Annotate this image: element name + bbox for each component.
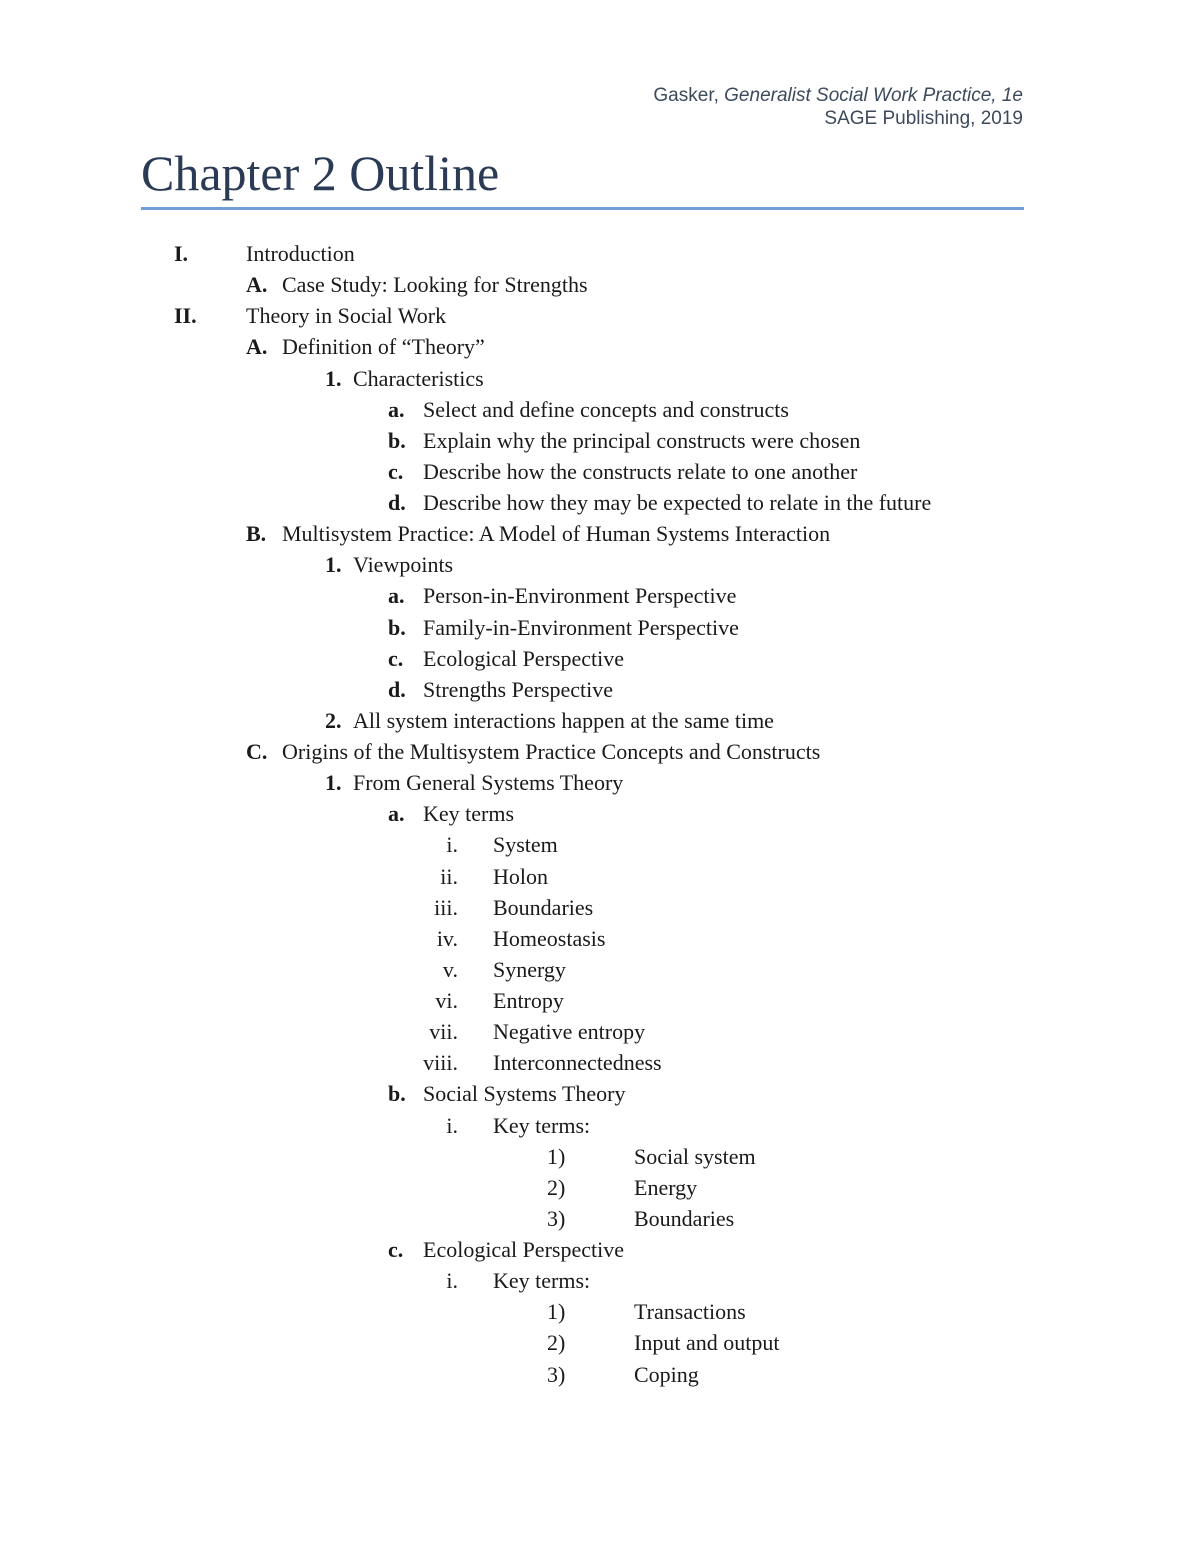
outline-item-text: Describe how the constructs relate to one another bbox=[423, 458, 858, 484]
outline-item-marker: iii. bbox=[434, 894, 458, 920]
outline-item-text: Transactions bbox=[634, 1299, 746, 1325]
outline-item bbox=[0, 1016, 1200, 1047]
outline-item-text: Definition of “Theory” bbox=[282, 334, 485, 360]
outline-item-text: Negative entropy bbox=[493, 1019, 646, 1045]
outline-item-marker: c. bbox=[388, 645, 404, 671]
outline-item bbox=[0, 238, 1200, 269]
outline-item bbox=[0, 1141, 1200, 1172]
outline-item-text: Viewpoints bbox=[353, 552, 454, 578]
outline-item bbox=[0, 923, 1200, 954]
outline-item-text: Entropy bbox=[493, 988, 564, 1013]
outline-item bbox=[0, 300, 1200, 331]
outline-item-marker: b. bbox=[388, 614, 406, 640]
outline-item bbox=[0, 674, 1200, 705]
outline-item bbox=[0, 1327, 1200, 1358]
outline-item-marker: viii. bbox=[423, 1050, 458, 1076]
header-citation bbox=[653, 84, 1023, 107]
outline-item-marker: i. bbox=[446, 1268, 458, 1294]
outline-item-marker: A. bbox=[246, 334, 268, 360]
outline-item-marker: 1. bbox=[325, 770, 342, 796]
outline-item-marker: vi. bbox=[435, 988, 458, 1013]
outline-item-marker: b. bbox=[388, 427, 406, 453]
header-book-title: Generalist Social Work Practice, 1e bbox=[724, 85, 1023, 106]
outline-item-text: Synergy bbox=[493, 956, 566, 982]
outline-item-text: All system interactions happen at the same time bbox=[353, 707, 774, 733]
outline-item bbox=[0, 736, 1200, 767]
outline-item-text: Key terms: bbox=[493, 1268, 591, 1294]
outline-item-marker: c. bbox=[388, 1237, 404, 1262]
outline-item-marker: 1) bbox=[547, 1299, 566, 1325]
header-publisher: SAGE Publishing, 2019 bbox=[824, 108, 1023, 129]
outline-item-text: Strengths Perspective bbox=[423, 676, 614, 702]
outline-item bbox=[0, 1296, 1200, 1327]
outline-item-marker: b. bbox=[388, 1081, 406, 1107]
outline-item-text: Social Systems Theory bbox=[423, 1081, 626, 1107]
outline-item-text: Theory in Social Work bbox=[246, 303, 447, 329]
outline-item-text: Coping bbox=[634, 1361, 699, 1387]
outline-item bbox=[0, 269, 1200, 300]
outline-item bbox=[0, 612, 1200, 643]
outline-item bbox=[0, 798, 1200, 829]
outline-item-text: Case Study: Looking for Strengths bbox=[282, 272, 588, 298]
outline-item bbox=[0, 518, 1200, 549]
outline-item-marker: 1. bbox=[325, 552, 342, 578]
outline-item-text: Family-in-Environment Perspective bbox=[423, 614, 739, 640]
outline-item-text: Boundaries bbox=[634, 1205, 735, 1231]
outline-item bbox=[0, 861, 1200, 892]
outline-item-marker: 1. bbox=[325, 365, 342, 391]
outline-item-marker: 2) bbox=[547, 1174, 566, 1200]
outline-item-marker: a. bbox=[388, 801, 405, 827]
outline-item-text: Describe how they may be expected to relate in the future bbox=[423, 490, 932, 515]
header-author: Gasker, bbox=[653, 85, 725, 106]
outline-item-marker: B. bbox=[246, 521, 267, 547]
outline-item-marker: c. bbox=[388, 458, 404, 484]
outline-item-text: System bbox=[493, 832, 558, 858]
outline-item-marker: C. bbox=[246, 739, 268, 764]
outline-item-marker: 3) bbox=[547, 1205, 566, 1231]
outline-item-text: Explain why the principal constructs were chosen bbox=[423, 427, 861, 453]
outline-item bbox=[0, 549, 1200, 580]
outline-item bbox=[0, 580, 1200, 611]
outline-item-marker: i. bbox=[446, 1112, 458, 1138]
outline-item-marker: II. bbox=[174, 303, 197, 329]
outline-item-marker: ii. bbox=[440, 863, 458, 889]
outline-item bbox=[0, 954, 1200, 985]
outline-item bbox=[0, 705, 1200, 736]
outline-item bbox=[0, 1172, 1200, 1203]
outline-item-marker: I. bbox=[174, 241, 189, 266]
outline-item-marker: v. bbox=[442, 956, 458, 982]
outline-item-marker: d. bbox=[388, 490, 406, 515]
outline-item-text: Person-in-Environment Perspective bbox=[423, 583, 737, 609]
outline-item-text: Characteristics bbox=[353, 365, 484, 391]
outline-item bbox=[0, 892, 1200, 923]
outline-item-text: Key terms bbox=[423, 801, 515, 827]
outline-item-text: Boundaries bbox=[493, 894, 594, 920]
outline-item-marker: i. bbox=[446, 832, 458, 858]
outline-item bbox=[0, 425, 1200, 456]
page-title: Chapter 2 Outline bbox=[141, 145, 500, 201]
outline-item-text: Ecological Perspective bbox=[423, 1237, 624, 1262]
chapter-outline-list bbox=[0, 238, 1200, 1390]
running-header bbox=[653, 84, 1023, 130]
outline-item bbox=[0, 331, 1200, 362]
outline-item bbox=[0, 1359, 1200, 1390]
outline-item bbox=[0, 1265, 1200, 1296]
outline-item bbox=[0, 1047, 1200, 1078]
outline-item-marker: a. bbox=[388, 396, 405, 422]
outline-item-marker: 2. bbox=[325, 707, 342, 733]
outline-item-marker: A. bbox=[246, 272, 268, 298]
outline-item bbox=[0, 985, 1200, 1016]
outline-item bbox=[0, 643, 1200, 674]
outline-item-text: Holon bbox=[493, 863, 548, 889]
outline-item-text: Introduction bbox=[246, 241, 355, 266]
outline-item-text: Origins of the Multisystem Practice Concepts and Constructs bbox=[282, 739, 821, 764]
outline-item-marker: 3) bbox=[547, 1361, 566, 1387]
outline-item-marker: iv. bbox=[436, 925, 458, 951]
outline-item-text: Homeostasis bbox=[493, 925, 606, 951]
outline-item bbox=[0, 456, 1200, 487]
outline-item bbox=[0, 1078, 1200, 1109]
outline-item bbox=[0, 829, 1200, 860]
outline-item-marker: vii. bbox=[429, 1019, 458, 1045]
outline-item-text: Ecological Perspective bbox=[423, 645, 624, 671]
outline-item-marker: d. bbox=[388, 676, 406, 702]
outline-item bbox=[0, 487, 1200, 518]
outline-item-marker: 1) bbox=[547, 1143, 566, 1169]
outline-item bbox=[0, 1234, 1200, 1265]
outline-item-text: Key terms: bbox=[493, 1112, 591, 1138]
outline-item-text: Social system bbox=[634, 1143, 756, 1169]
outline-item-marker: 2) bbox=[547, 1330, 566, 1356]
outline-item-text: Multisystem Practice: A Model of Human Systems Interaction bbox=[282, 521, 831, 547]
outline-item-text: Select and define concepts and constructs bbox=[423, 396, 789, 422]
outline-item-text: From General Systems Theory bbox=[353, 770, 624, 796]
title-underline-rule bbox=[141, 207, 1024, 210]
outline-item bbox=[0, 1110, 1200, 1141]
outline-item-marker: a. bbox=[388, 583, 405, 609]
outline-item-text: Interconnectedness bbox=[493, 1050, 662, 1076]
outline-item bbox=[0, 767, 1200, 798]
outline-item-text: Energy bbox=[634, 1174, 698, 1200]
outline-item bbox=[0, 1203, 1200, 1234]
outline-item bbox=[0, 363, 1200, 394]
outline-item-text: Input and output bbox=[634, 1330, 780, 1356]
outline-item bbox=[0, 394, 1200, 425]
